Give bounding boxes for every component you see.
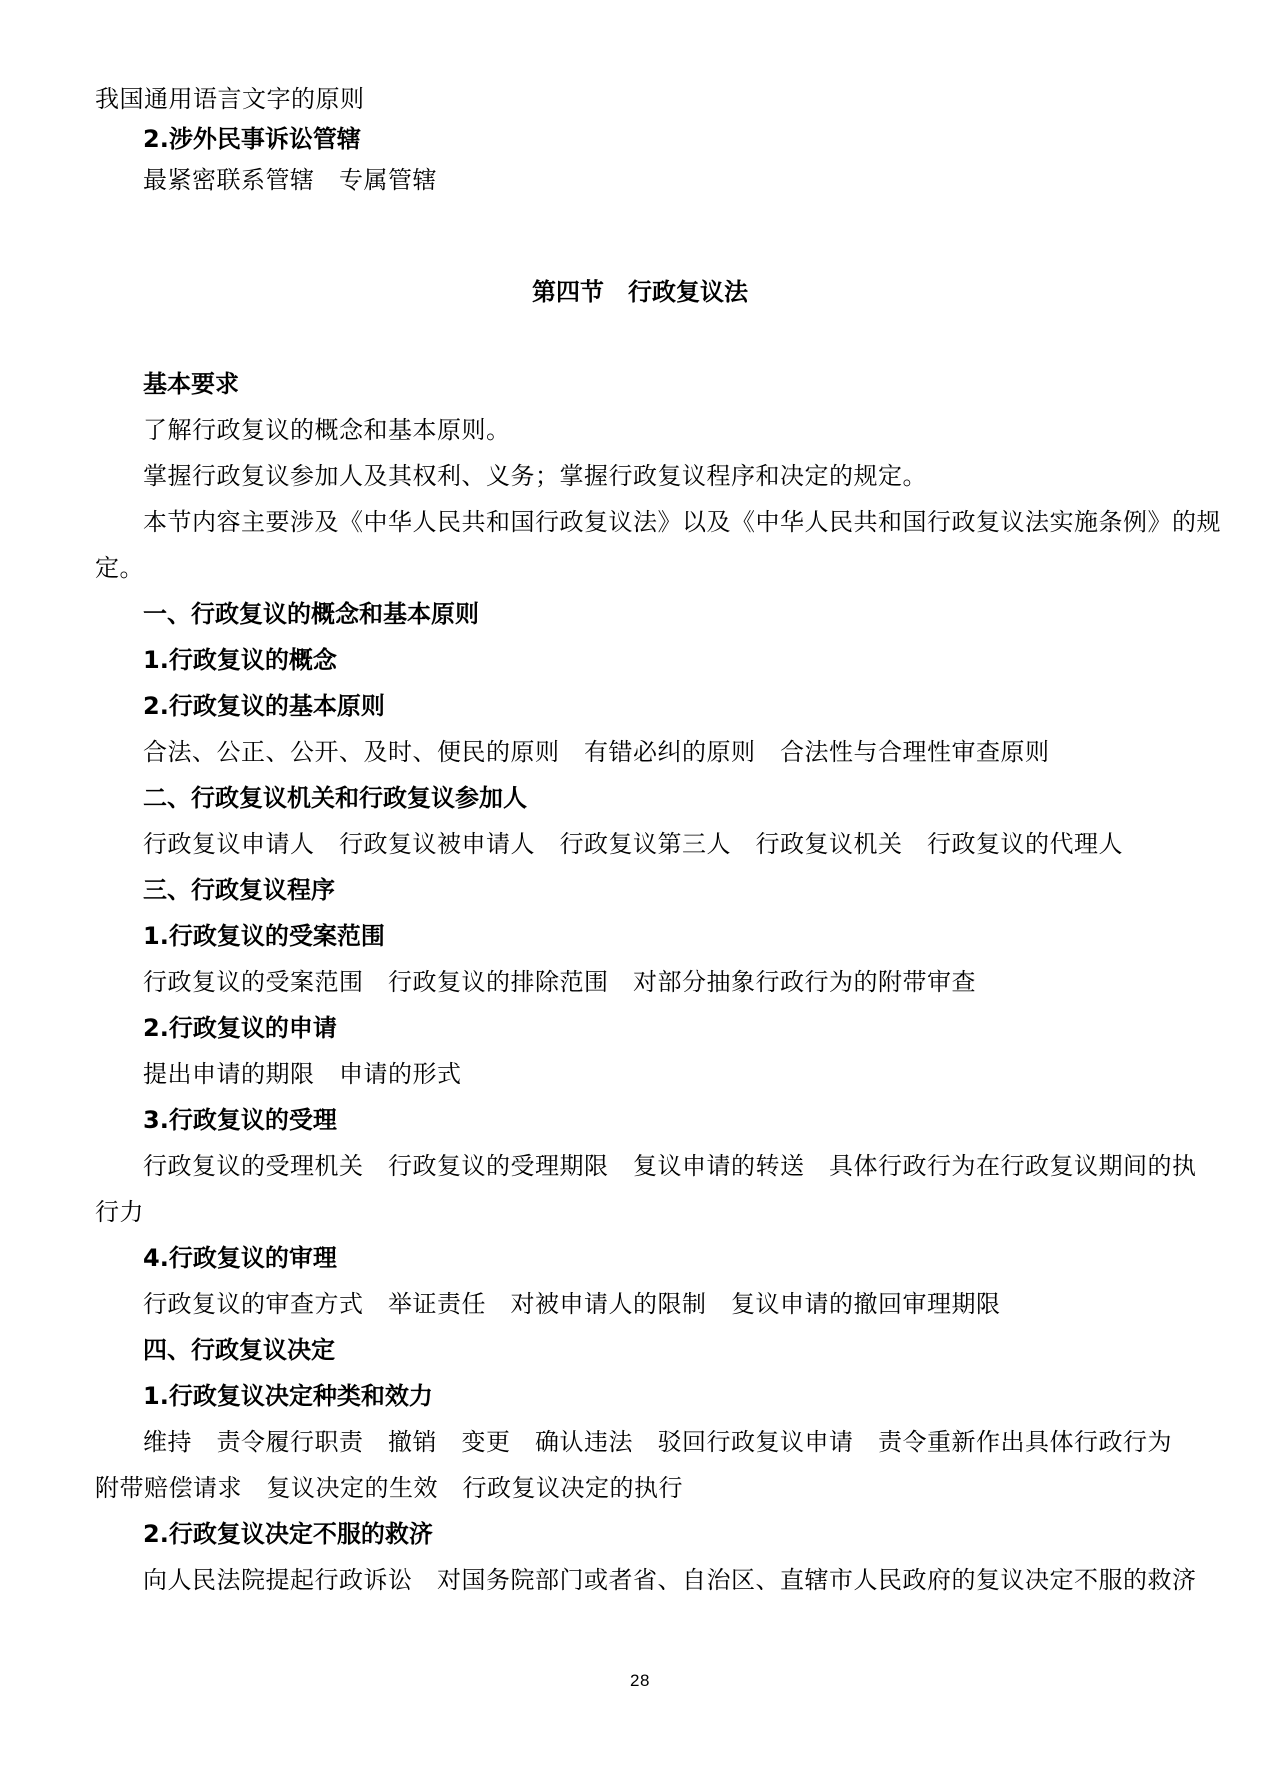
body-text: 定。 (95, 554, 144, 582)
heading-level-1: 三、行政复议程序 (143, 876, 335, 904)
body-text: 本节内容主要涉及《中华人民共和国行政复议法》以及《中华人民共和国行政复议法实施条例》的规 (143, 508, 1221, 536)
heading-level-2: 2.行政复议的申请 (143, 1014, 337, 1042)
body-text: 合法、公正、公开、及时、便民的原则 有错必纠的原则 合法性与合理性审查原则 (143, 738, 1050, 766)
body-text: 行政复议的受理机关 行政复议的受理期限 复议申请的转送 具体行政行为在行政复议期间的执 (143, 1152, 1197, 1180)
body-text: 了解行政复议的概念和基本原则。 (143, 416, 511, 444)
body-text: 行政复议的审查方式 举证责任 对被申请人的限制 复议申请的撤回审理期限 (143, 1290, 1001, 1318)
heading-level-2: 3.行政复议的受理 (143, 1106, 337, 1134)
heading-level-2: 1.行政复议的受案范围 (143, 922, 385, 950)
heading-level-2: 2.行政复议的基本原则 (143, 692, 385, 720)
body-text: 提出申请的期限 申请的形式 (143, 1060, 462, 1088)
heading-level-2: 2.行政复议决定不服的救济 (143, 1520, 433, 1548)
subheading: 基本要求 (143, 370, 239, 398)
heading-level-2: 1.行政复议的概念 (143, 646, 337, 674)
body-text: 行政复议的受案范围 行政复议的排除范围 对部分抽象行政行为的附带审查 (143, 968, 976, 996)
body-text: 附带赔偿请求 复议决定的生效 行政复议决定的执行 (95, 1474, 683, 1502)
body-text: 最紧密联系管辖 专属管辖 (143, 166, 437, 194)
body-text: 维持 责令履行职责 撤销 变更 确认违法 驳回行政复议申请 责令重新作出具体行政行为 (143, 1428, 1172, 1456)
subheading: 2.涉外民事诉讼管辖 (143, 125, 361, 153)
heading-level-2: 1.行政复议决定种类和效力 (143, 1382, 433, 1410)
heading-level-2: 4.行政复议的审理 (143, 1244, 337, 1272)
heading-level-1: 一、行政复议的概念和基本原则 (143, 600, 479, 628)
heading-level-1: 四、行政复议决定 (143, 1336, 335, 1364)
body-text: 行力 (95, 1198, 144, 1226)
body-text: 掌握行政复议参加人及其权利、义务；掌握行政复议程序和决定的规定。 (143, 462, 927, 490)
section-title: 第四节 行政复议法 (532, 278, 748, 306)
body-text: 我国通用语言文字的原则 (95, 85, 365, 113)
heading-level-1: 二、行政复议机关和行政复议参加人 (143, 784, 527, 812)
body-text: 行政复议申请人 行政复议被申请人 行政复议第三人 行政复议机关 行政复议的代理人 (143, 830, 1123, 858)
body-text: 向人民法院提起行政诉讼 对国务院部门或者省、自治区、直辖市人民政府的复议决定不服的救济 (143, 1566, 1197, 1594)
page-number: 28 (630, 1671, 650, 1690)
